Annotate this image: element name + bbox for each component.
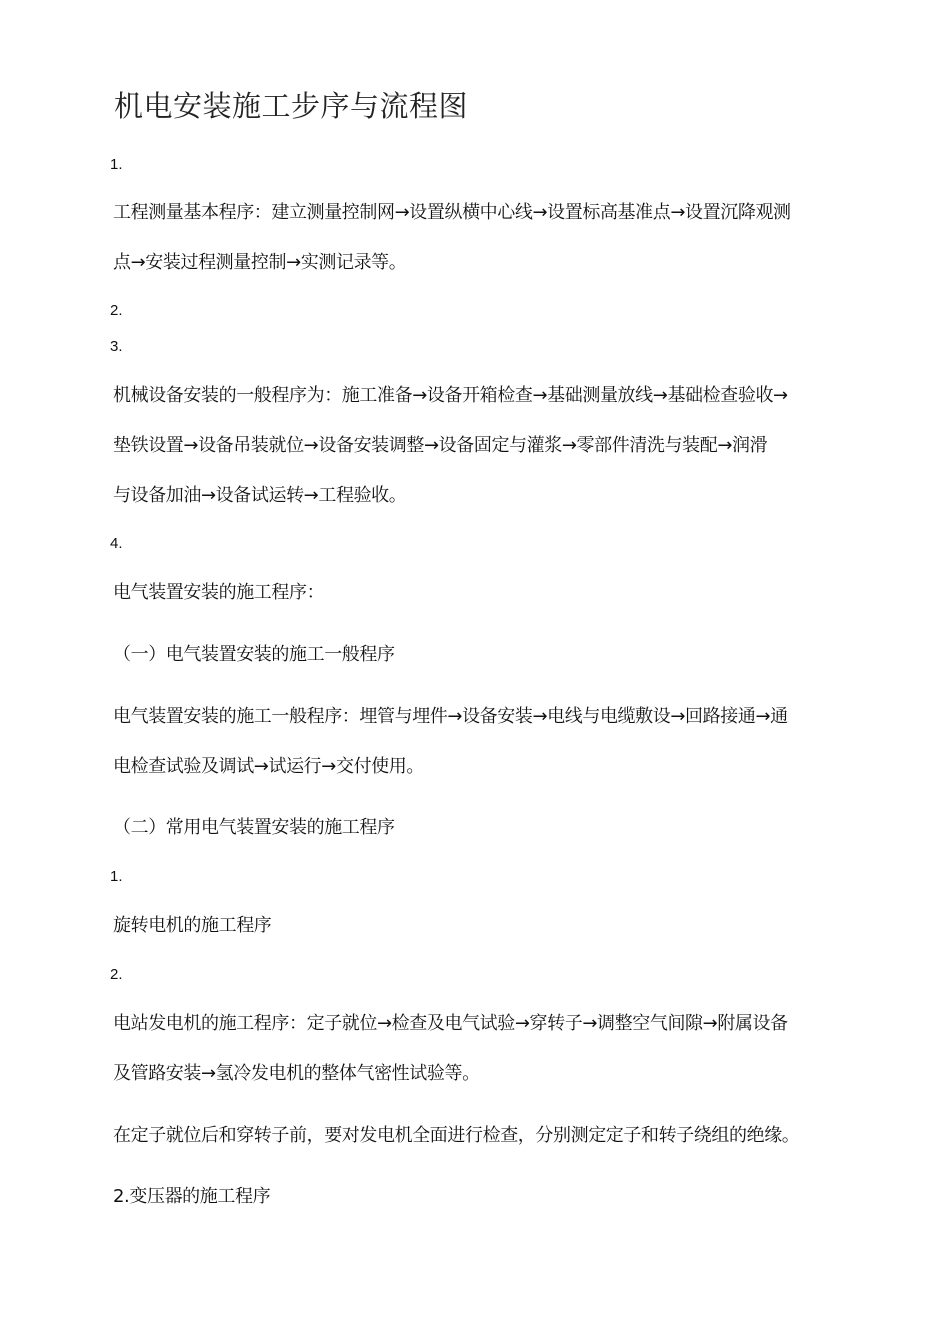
paragraph-line: 电检查试验及调试→试运行→交付使用。 [113, 756, 424, 777]
paragraph-line: 垫铁设置→设备吊装就位→设备安装调整→设备固定与灌浆→零部件清洗与装配→润滑 [113, 435, 768, 456]
paragraph-line: 电气装置安装的施工一般程序：埋管与埋件→设备安装→电线与电缆敷设→回路接通→通 [113, 706, 788, 727]
list-number: 1. [110, 868, 123, 885]
section-heading: （二）常用电气装置安装的施工程序 [113, 817, 395, 838]
paragraph-line: 与设备加油→设备试运转→工程验收。 [113, 485, 407, 506]
paragraph-line: 电气装置安装的施工程序： [113, 582, 325, 603]
list-number: 1. [110, 156, 123, 173]
paragraph-line: 及管路安装→氢冷发电机的整体气密性试验等。 [113, 1063, 480, 1084]
paragraph-line: 电站发电机的施工程序：定子就位→检查及电气试验→穿转子→调整空气间隙→附属设备 [113, 1013, 788, 1034]
paragraph-line: 在定子就位后和穿转子前，要对发电机全面进行检查，分别测定定子和转子绕组的绝缘。 [113, 1125, 800, 1146]
paragraph-line: 旋转电机的施工程序 [113, 915, 272, 936]
list-number: 4. [110, 535, 123, 552]
list-number: 3. [110, 338, 123, 355]
list-number: 2. [110, 966, 123, 983]
section-heading: （一）电气装置安装的施工一般程序 [113, 644, 395, 665]
paragraph-line: 机械设备安装的一般程序为：施工准备→设备开箱检查→基础测量放线→基础检查验收→ [113, 385, 788, 406]
document-title: 机电安装施工步序与流程图 [114, 89, 469, 123]
paragraph-line: 点→安装过程测量控制→实测记录等。 [113, 252, 407, 273]
paragraph-line: 工程测量基本程序：建立测量控制网→设置纵横中心线→设置标高基准点→设置沉降观测 [113, 202, 791, 223]
section-heading: 2.变压器的施工程序 [113, 1186, 271, 1207]
list-number: 2. [110, 302, 123, 319]
